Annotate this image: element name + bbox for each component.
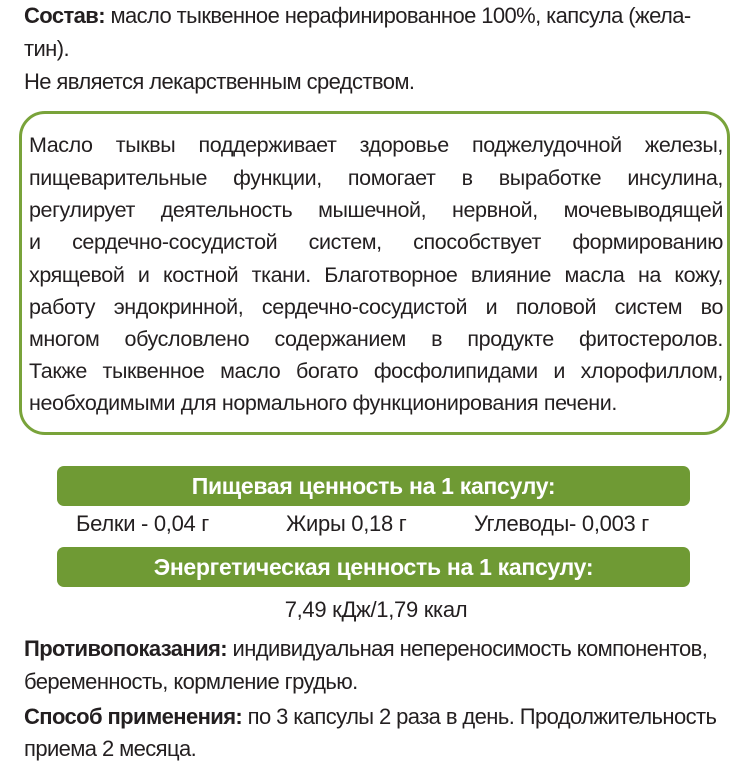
nutrition-title-bar: Пищевая ценность на 1 капсулу: bbox=[57, 466, 690, 506]
description-line: Также тыквенное масло богато фосфолипидами и хлорофиллом, bbox=[29, 359, 723, 383]
description-line: пищеварительные функции, помогает в выработке инсулина, bbox=[29, 166, 723, 190]
description-line: работу эндокринной, сердечно-сосудистой и половой систем во bbox=[29, 295, 723, 319]
description-line: необходимыми для нормального функционирования печени. bbox=[29, 391, 617, 415]
description-line: и сердечно-сосудистой систем, способствует формированию bbox=[29, 230, 723, 254]
energy-value: 7,49 кДж/1,79 ккал bbox=[284, 597, 468, 622]
contraindications-label: Противопоказания: bbox=[24, 636, 228, 661]
composition-text: масло тыквенное нерафинированное 100%, капсула (жела- bbox=[104, 3, 691, 28]
composition-label: Состав: bbox=[24, 3, 105, 28]
contraindications-text: индивидуальная непереносимость компонентов, bbox=[227, 636, 708, 661]
protein-value: Белки - 0,04 г bbox=[76, 511, 209, 536]
usage-label: Способ применения: bbox=[24, 704, 243, 729]
composition-line-1 bbox=[24, 2, 691, 30]
carbs-value: Углеводы- 0,003 г bbox=[474, 511, 649, 536]
composition-line-2: тин). bbox=[24, 36, 69, 61]
description-line: хрящевой и костной ткани. Благотворное влияние масла на кожу, bbox=[29, 263, 723, 287]
energy-title-bar: Энергетическая ценность на 1 капсулу: bbox=[57, 547, 690, 587]
contraindications-line-2: беременность, кормление грудью. bbox=[24, 669, 358, 694]
fat-value: Жиры 0,18 г bbox=[286, 511, 407, 536]
contraindications-line-1 bbox=[24, 635, 707, 663]
usage-line-1 bbox=[24, 703, 716, 731]
medical-disclaimer: Не является лекарственным средством. bbox=[24, 69, 415, 94]
description-line: Масло тыквы поддерживает здоровье поджелудочной железы, bbox=[29, 133, 723, 157]
usage-text: по 3 капсулы 2 раза в день. Продолжительность bbox=[242, 704, 717, 729]
description-line: регулирует деятельность мышечной, нервной, мочевыводящей bbox=[29, 198, 723, 222]
description-line: многом обусловлено содержанием в продукте фитостеролов. bbox=[29, 327, 723, 351]
usage-line-2: приема 2 месяца. bbox=[24, 736, 197, 761]
